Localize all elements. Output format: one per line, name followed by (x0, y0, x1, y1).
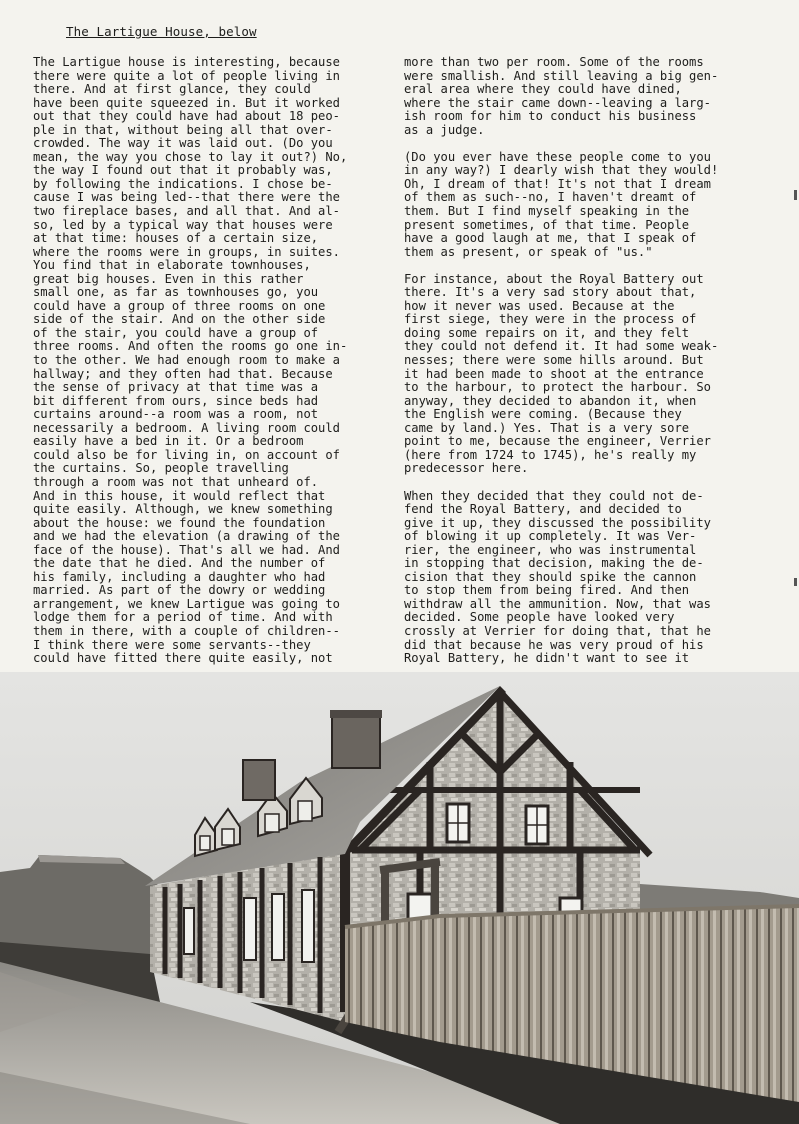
text-line: of blowing it up completely. It was Ver- (404, 529, 697, 544)
text-line: have been quite squeezed in. But it worked (33, 95, 340, 110)
text-line: present sometimes, of that time. People (404, 217, 690, 232)
text-line: married. As part of the dowry or wedding (33, 583, 326, 598)
text-line: doing some repairs on it, and they felt (404, 325, 690, 340)
text-line: it had been made to shoot at the entrance (404, 366, 704, 381)
text-line: there were quite a lot of people living in (33, 68, 340, 83)
text-line: there. It's a very sad story about that, (404, 285, 697, 300)
text-line: and we had the elevation (a drawing of the (33, 529, 340, 544)
text-line: easily have a bed in it. Or a bedroom (33, 434, 304, 449)
text-line: about the house: we found the foundation (33, 515, 326, 530)
text-line: how it never was used. Because at the (404, 298, 675, 313)
text-line: more than two per room. Some of the rooms (404, 55, 704, 69)
text-line: eral area where they could have dined, (404, 82, 682, 97)
text-line (404, 476, 760, 490)
text-line: in any way?) I dearly wish that they would! (404, 163, 719, 178)
text-line: decided. Some people have looked very (404, 610, 675, 625)
edge-tick-bottom (794, 578, 797, 586)
text-line: they could not defend it. It had some weak- (404, 339, 719, 354)
text-line (404, 137, 760, 151)
text-line: great big houses. Even in this rather (33, 271, 304, 286)
text-line: When they decided that they could not de- (404, 488, 704, 503)
text-line: cision that they should spike the cannon (404, 569, 697, 584)
text-line: point to me, because the engineer, Verrier (404, 434, 711, 449)
text-line: at that time: houses of a certain size, (33, 231, 319, 246)
text-line: I think there were some servants--they (33, 637, 311, 652)
text-line: where the rooms were in groups, in suites. (33, 244, 340, 259)
text-line: his family, including a daughter who had (33, 569, 326, 584)
text-line: three rooms. And often the rooms go one in- (33, 339, 348, 354)
text-line: to the other. We had enough room to make a (33, 353, 340, 368)
text-line: the sense of privacy at that time was a (33, 380, 319, 395)
text-line: lodge them for a period of time. And with (33, 610, 333, 625)
text-line: as a judge. (404, 122, 485, 137)
text-line: crowded. The way it was laid out. (Do you (33, 136, 333, 151)
text-line: of them as such--no, I haven't dreamt of (404, 190, 697, 205)
page-caption: The Lartigue House, below (66, 24, 257, 39)
text-line: could have a group of three rooms on one (33, 298, 326, 313)
edge-tick-top (794, 190, 797, 200)
text-line: out that they could have had about 18 peo- (33, 109, 340, 124)
text-line: there. And at first glance, they could (33, 82, 311, 97)
right-text-column (404, 56, 760, 666)
text-line: the way I found out that it probably was, (33, 163, 333, 178)
text-line: quite easily. Although, we knew something (33, 502, 333, 517)
text-line: And in this house, it would reflect that (33, 488, 326, 503)
text-line: rier, the engineer, who was instrumental (404, 542, 697, 557)
text-line: ple in that, without being all that over- (33, 122, 333, 137)
text-line: the curtains. So, people travelling (33, 461, 289, 476)
text-line: Royal Battery, he didn't want to see it (404, 651, 690, 666)
text-line: nesses; there were some hills around. But (404, 353, 704, 368)
text-line: anyway, they decided to abandon it, when (404, 393, 697, 408)
text-line: bit different from ours, since beds had (33, 393, 319, 408)
text-line: ish room for him to conduct his business (404, 109, 697, 124)
text-line: fend the Royal Battery, and decided to (404, 502, 682, 517)
text-line: the date that he died. And the number of (33, 556, 326, 571)
text-line: crossly at Verrier for doing that, that he (404, 623, 711, 638)
text-line: withdraw all the ammunition. Now, that was (404, 596, 711, 611)
text-line: mean, the way you chose to lay it out?) No, (33, 149, 348, 164)
text-line: curtains around--a room was a room, not (33, 407, 319, 422)
text-line: two fireplace bases, and all that. And al- (33, 204, 340, 219)
text-line: to stop them from being fired. And then (404, 583, 690, 598)
text-line: have a good laugh at me, that I speak of (404, 231, 697, 246)
text-line: by following the indications. I chose be- (33, 176, 333, 191)
text-line: hallway; and they often had that. Because (33, 366, 333, 381)
text-line: side of the stair. And on the other side (33, 312, 326, 327)
text-line: Oh, I dream of that! It's not that I dream (404, 176, 711, 191)
text-line: of the stair, you could have a group of (33, 325, 319, 340)
text-line: did that because he was very proud of his (404, 637, 704, 652)
text-line: small one, as far as townhouses go, you (33, 285, 319, 300)
text-line: so, led by a typical way that houses were (33, 217, 333, 232)
text-line: came by land.) Yes. That is a very sore (404, 420, 690, 435)
text-line: to the harbour, to protect the harbour. So (404, 380, 711, 395)
text-line: were smallish. And still leaving a big gen- (404, 68, 719, 83)
text-line: give it up, they discussed the possibility (404, 515, 711, 530)
text-line: necessarily a bedroom. A living room could (33, 420, 340, 435)
text-line: where the stair came down--leaving a larg- (404, 95, 711, 110)
text-line: first siege, they were in the process of (404, 312, 697, 327)
text-line: cause I was being led--that there were the (33, 190, 340, 205)
text-line: could also be for living in, on account of (33, 447, 340, 462)
text-line: through a room was not that unheard of. (33, 474, 319, 489)
photo-illustration (0, 672, 799, 1124)
text-line: The Lartigue house is interesting, because (33, 55, 340, 69)
text-line: You find that in elaborate townhouses, (33, 258, 311, 273)
text-line: face of the house). That's all we had. And (33, 542, 340, 557)
text-line: the English were coming. (Because they (404, 407, 682, 422)
text-line: in stopping that decision, making the de- (404, 556, 704, 571)
left-text-column (33, 56, 385, 666)
text-line: (Do you ever have these people come to you (404, 149, 711, 164)
text-line (404, 259, 760, 273)
text-line: predecessor here. (404, 461, 529, 476)
text-line: arrangement, we knew Lartigue was going to (33, 596, 340, 611)
text-line: For instance, about the Royal Battery out (404, 271, 704, 286)
text-line: them in there, with a couple of children-- (33, 623, 340, 638)
text-line: them. But I find myself speaking in the (404, 204, 690, 219)
text-line: them as present, or speak of "us." (404, 244, 653, 259)
text-line: could have fitted there quite easily, not (33, 651, 333, 666)
lartigue-house-photo (0, 672, 799, 1124)
text-line: (here from 1724 to 1745), he's really my (404, 447, 697, 462)
